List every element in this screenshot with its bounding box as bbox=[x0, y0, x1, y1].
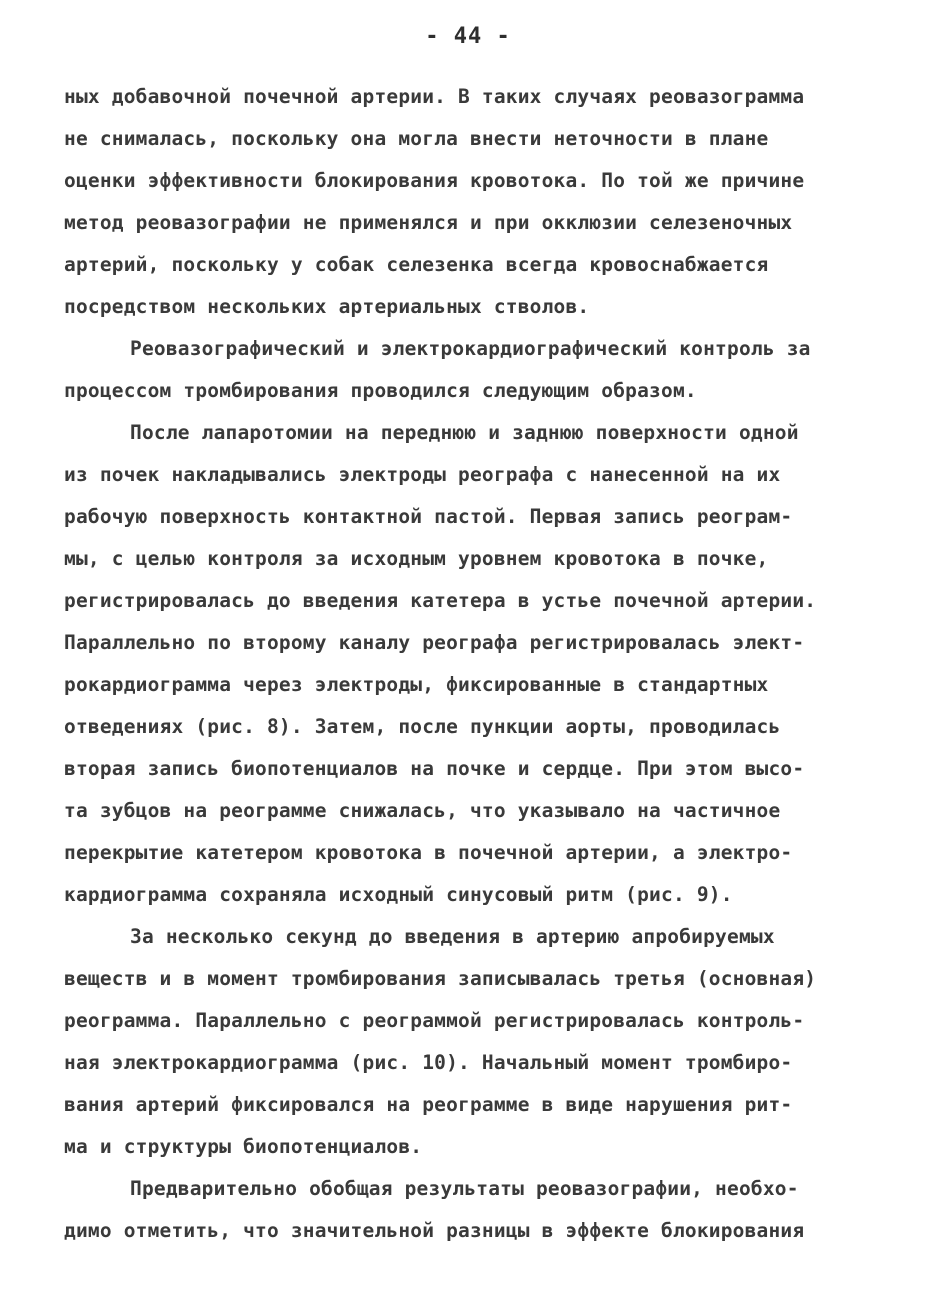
text-line: вторая запись биопотенциалов на почке и сердце. При этом высо- bbox=[64, 757, 805, 780]
text-line: Реовазографический и электрокардиографический контроль за bbox=[130, 337, 811, 360]
text-line: оценки эффективности блокирования кровотока. По той же причине bbox=[64, 169, 805, 192]
text-line: За несколько секунд до введения в артерию апробируемых bbox=[130, 925, 775, 948]
text-line: ма и структуры биопотенциалов. bbox=[64, 1135, 423, 1158]
text-line: перекрытие катетером кровотока в почечной артерии, а электро- bbox=[64, 841, 793, 864]
text-line: ная электрокардиограмма (рис. 10). Начальный момент тромбиро- bbox=[64, 1051, 793, 1074]
page-number: - 44 - bbox=[425, 24, 511, 49]
text-line: вания артерий фиксировался на реограмме в виде нарушения рит- bbox=[64, 1093, 793, 1116]
text-line: метод реовазографии не применялся и при окклюзии селезеночных bbox=[64, 211, 793, 234]
text-line: Предварительно обобщая результаты реовазографии, необхо- bbox=[130, 1177, 799, 1200]
body-text bbox=[64, 76, 864, 1252]
text-line: Параллельно по второму каналу реографа регистрировалась элект- bbox=[64, 631, 805, 654]
text-line: димо отметить, что значительной разницы в эффекте блокирования bbox=[64, 1219, 805, 1242]
text-line: реограмма. Параллельно с реограммой регистрировалась контроль- bbox=[64, 1009, 805, 1032]
text-line: ных добавочной почечной артерии. В таких случаях реовазограмма bbox=[64, 85, 805, 108]
text-line: кардиограмма сохраняла исходный синусовый ритм (рис. 9). bbox=[64, 883, 733, 906]
text-line: рокардиограмма через электроды, фиксированные в стандартных bbox=[64, 673, 769, 696]
text-line: После лапаротомии на переднюю и заднюю поверхности одной bbox=[130, 421, 799, 444]
text-line: веществ и в момент тромбирования записывалась третья (основная) bbox=[64, 967, 817, 990]
text-line: не снималась, поскольку она могла внести неточности в плане bbox=[64, 127, 769, 150]
text-line: регистрировалась до введения катетера в устье почечной артерии. bbox=[64, 589, 817, 612]
text-line: та зубцов на реограмме снижалась, что указывало на частичное bbox=[64, 799, 781, 822]
text-line: отведениях (рис. 8). Затем, после пункции аорты, проводилась bbox=[64, 715, 781, 738]
text-line: из почек накладывались электроды реографа с нанесенной на их bbox=[64, 463, 781, 486]
text-line: артерий, поскольку у собак селезенка всегда кровоснабжается bbox=[64, 253, 769, 276]
text-line: посредством нескольких артериальных стволов. bbox=[64, 295, 590, 318]
text-line: мы, с целью контроля за исходным уровнем кровотока в почке, bbox=[64, 547, 769, 570]
text-line: процессом тромбирования проводился следующим образом. bbox=[64, 379, 697, 402]
text-line: рабочую поверхность контактной пастой. Первая запись реограм- bbox=[64, 505, 793, 528]
